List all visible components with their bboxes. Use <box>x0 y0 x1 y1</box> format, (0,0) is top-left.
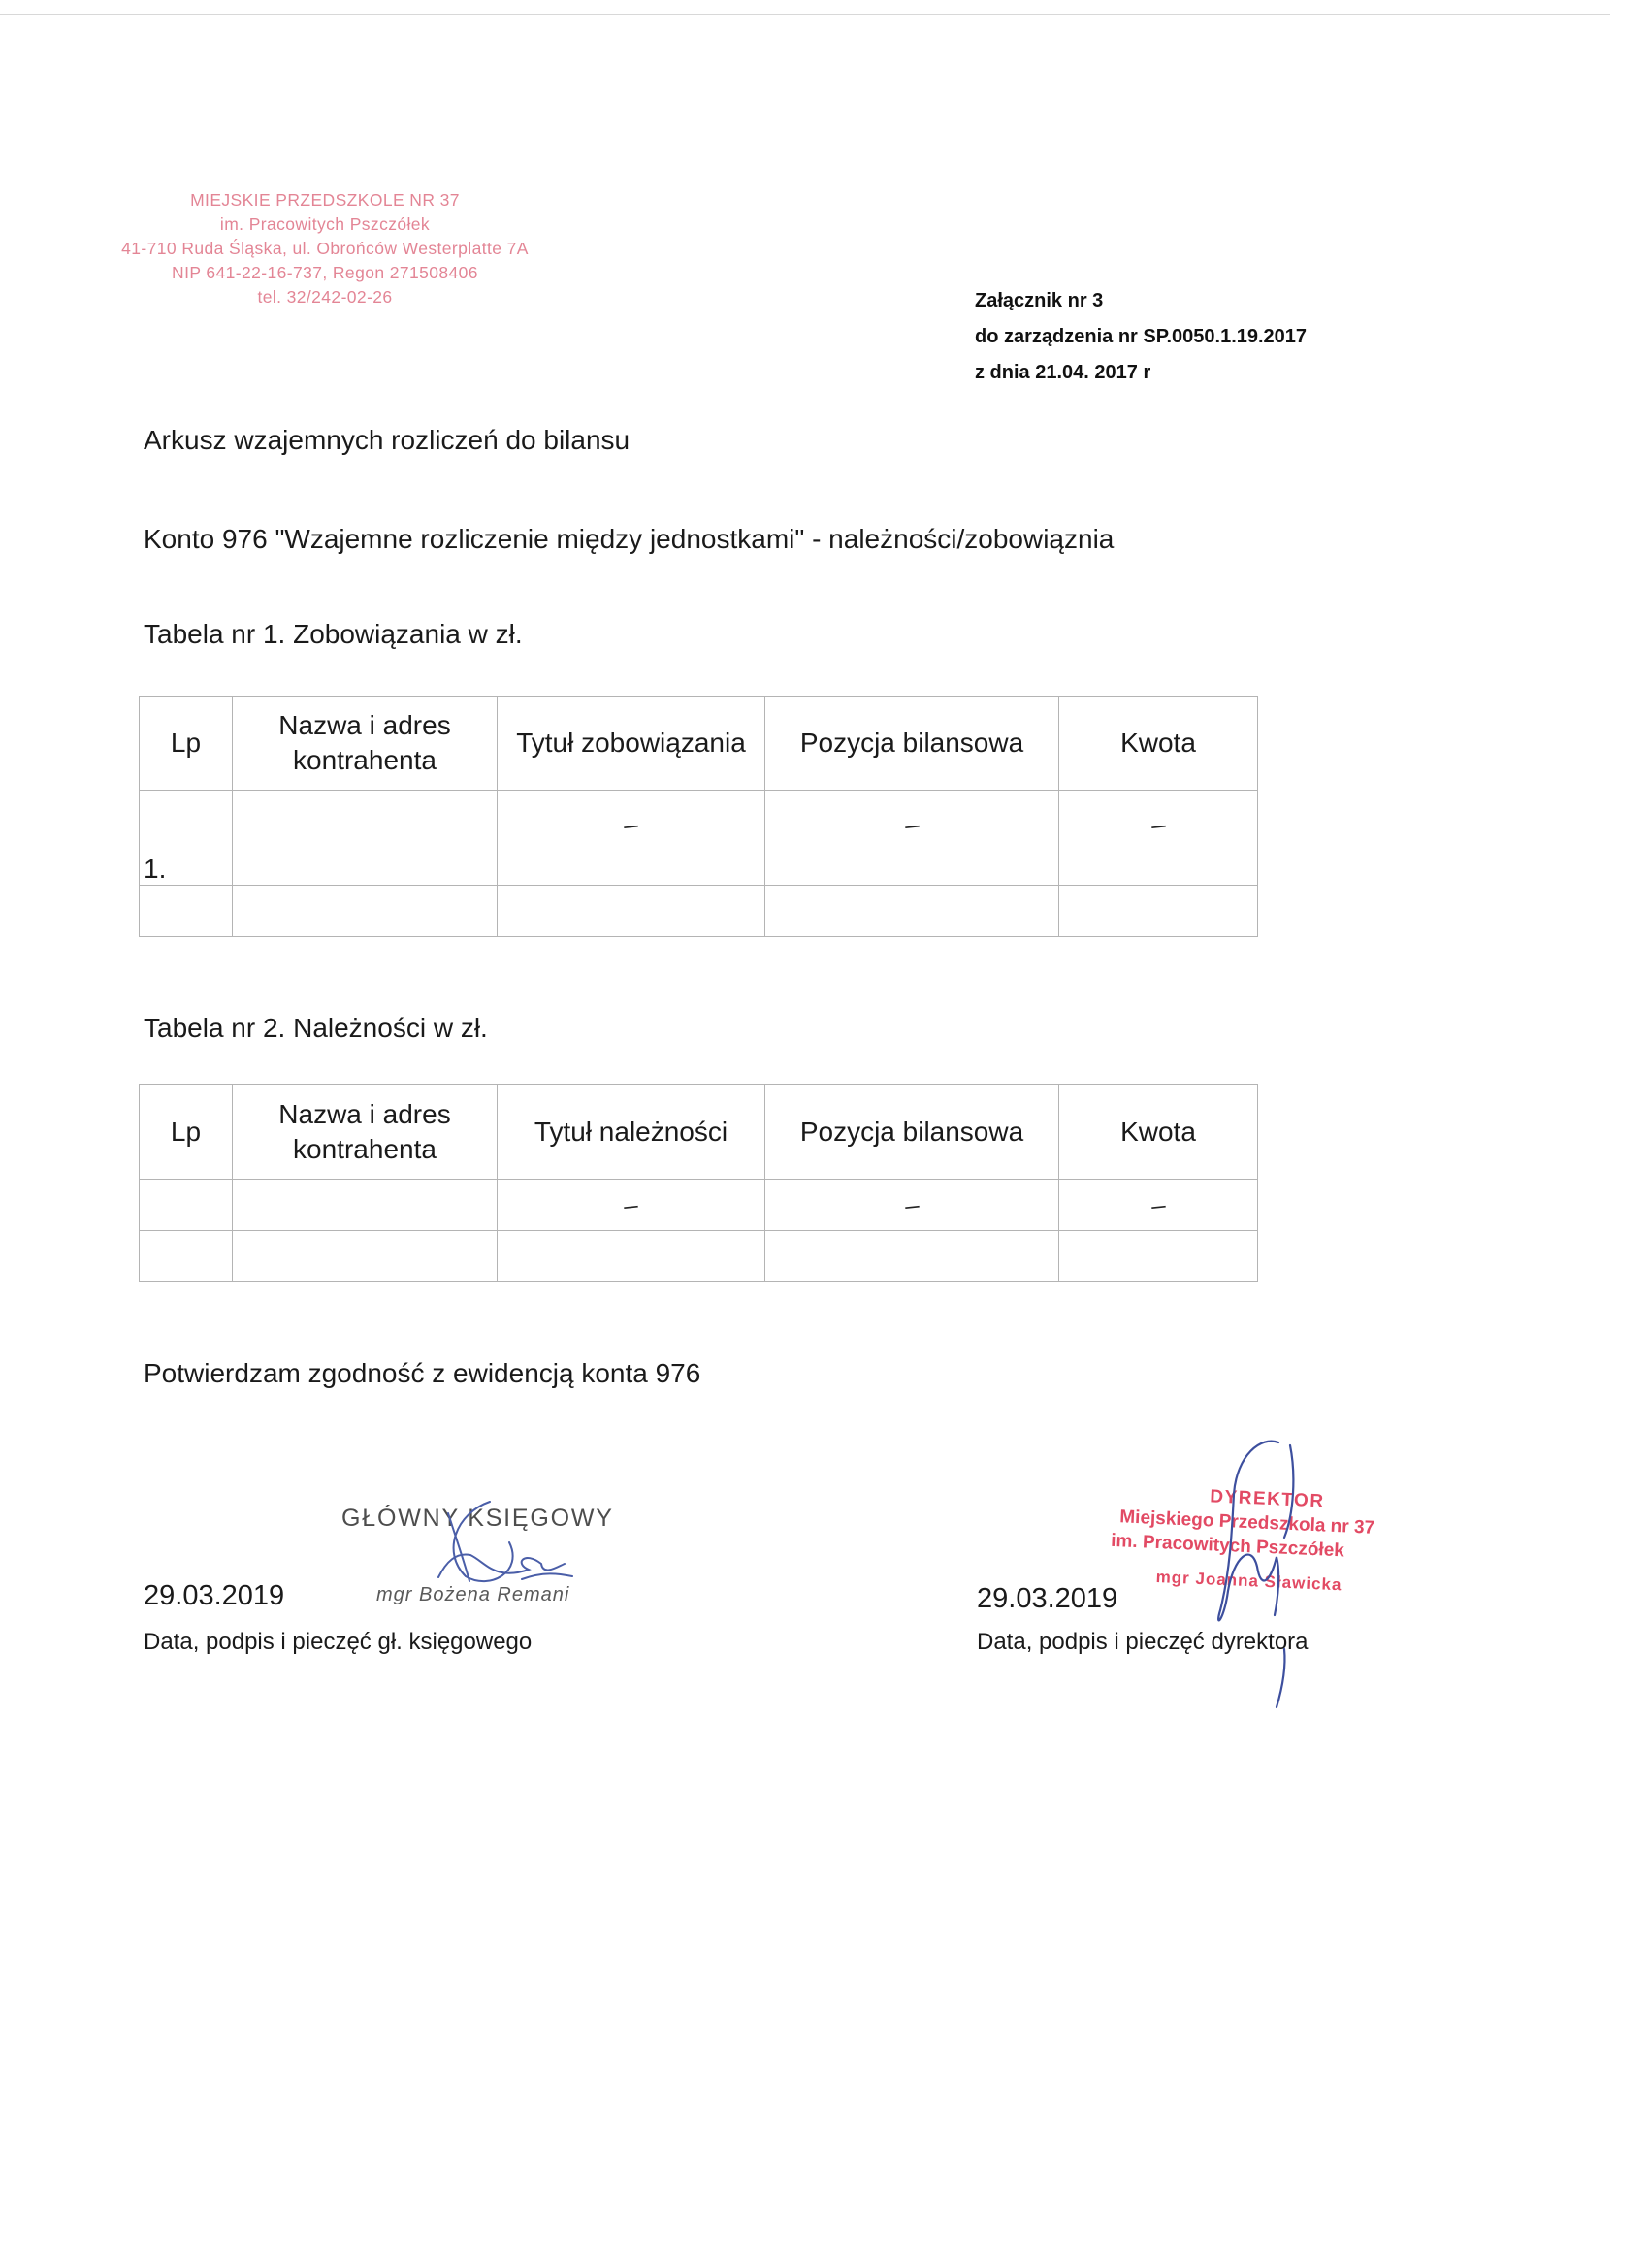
confirmation-statement: Potwierdzam zgodność z ewidencją konta 976 <box>144 1358 701 1388</box>
header-position: Pozycja bilansowa <box>765 1085 1059 1180</box>
cell-lp <box>140 791 233 886</box>
school-stamp-line: im. Pracowitych Pszczółek <box>219 214 431 234</box>
school-stamp-line: MIEJSKIE PRZEDSZKOLE NR 37 <box>190 190 460 210</box>
cell-title <box>498 791 765 886</box>
dash-mark: – <box>903 1189 921 1220</box>
cell-empty <box>765 886 1059 937</box>
dash-mark: – <box>622 1189 640 1220</box>
header-lp: Lp <box>140 1085 233 1180</box>
dash-mark: – <box>1149 1189 1167 1220</box>
header-lp: Lp <box>140 697 233 791</box>
director-stamp-line: im. Pracowitych Pszczółek <box>1110 1530 1345 1562</box>
header-position: Pozycja bilansowa <box>765 697 1059 791</box>
accountant-date: 29.03.2019 <box>144 1580 285 1611</box>
dash-mark: – <box>1149 808 1167 840</box>
receivables-table <box>139 1084 1258 1282</box>
cell-empty <box>1059 886 1258 937</box>
cell-amount <box>1059 1180 1258 1231</box>
header-contractor: Nazwa i adres kontrahenta <box>233 697 498 791</box>
director-caption: Data, podpis i pieczęć dyrektora <box>977 1629 1309 1655</box>
cell-contractor <box>233 1180 498 1231</box>
cell-title <box>498 1180 765 1231</box>
school-stamp-line: NIP 641-22-16-737, Regon 271508406 <box>172 263 478 282</box>
cell-empty <box>498 886 765 937</box>
account-line: Konto 976 "Wzajemne rozliczenie między jednostkami" - należności/zobowiąznia <box>144 524 1115 554</box>
school-stamp-line: 41-710 Ruda Śląska, ul. Obrońców Westerplatte 7A <box>121 239 529 258</box>
lp-value: 1. <box>144 854 167 884</box>
annex-date: z dnia 21.04. 2017 r <box>975 362 1151 383</box>
school-stamp-line: tel. 32/242-02-26 <box>257 287 393 307</box>
scan-edge-line <box>0 14 1610 15</box>
cell-empty <box>233 886 498 937</box>
accountant-caption: Data, podpis i pieczęć gł. księgowego <box>144 1629 533 1655</box>
cell-empty <box>1059 1231 1258 1282</box>
table-row-empty <box>140 1231 1258 1282</box>
cell-empty <box>140 886 233 937</box>
header-amount: Kwota <box>1059 697 1258 791</box>
dash-mark: – <box>622 808 640 840</box>
director-stamp <box>1109 1480 1433 1601</box>
cell-position <box>765 791 1059 886</box>
cell-contractor <box>233 791 498 886</box>
header-title: Tytuł należności <box>498 1085 765 1180</box>
table2-caption: Tabela nr 2. Należności w zł. <box>144 1013 488 1043</box>
director-stamp-title: DYREKTOR <box>1209 1486 1325 1512</box>
cell-lp <box>140 1180 233 1231</box>
header-title: Tytuł zobowiązania <box>498 697 765 791</box>
header-amount: Kwota <box>1059 1085 1258 1180</box>
director-date: 29.03.2019 <box>977 1583 1118 1614</box>
table-row <box>140 1180 1258 1231</box>
accountant-stamp-title: GŁÓWNY KSIĘGOWY <box>341 1505 614 1532</box>
annex-number: Załącznik nr 3 <box>975 290 1104 311</box>
table1-caption: Tabela nr 1. Zobowiązania w zł. <box>144 619 523 649</box>
cell-position <box>765 1180 1059 1231</box>
header-contractor: Nazwa i adres kontrahenta <box>233 1085 498 1180</box>
table-row <box>140 791 1258 886</box>
document-title: Arkusz wzajemnych rozliczeń do bilansu <box>144 425 630 455</box>
cell-empty <box>233 1231 498 1282</box>
director-stamp-name: mgr Joanna Sławicka <box>1155 1568 1342 1595</box>
annex-reference <box>975 283 1307 391</box>
cell-empty <box>765 1231 1059 1282</box>
accountant-stamp-name: mgr Bożena Remani <box>376 1584 570 1605</box>
liabilities-table <box>139 696 1258 937</box>
table-row-empty <box>140 886 1258 937</box>
table-header-row <box>140 697 1258 791</box>
table-header-row <box>140 1085 1258 1180</box>
director-stamp-line: Miejskiego Przedszkola nr 37 <box>1118 1507 1375 1539</box>
dash-mark: – <box>903 808 921 840</box>
cell-empty <box>498 1231 765 1282</box>
annex-order: do zarządzenia nr SP.0050.1.19.2017 <box>975 326 1308 347</box>
school-stamp <box>107 188 543 309</box>
cell-empty <box>140 1231 233 1282</box>
cell-amount <box>1059 791 1258 886</box>
